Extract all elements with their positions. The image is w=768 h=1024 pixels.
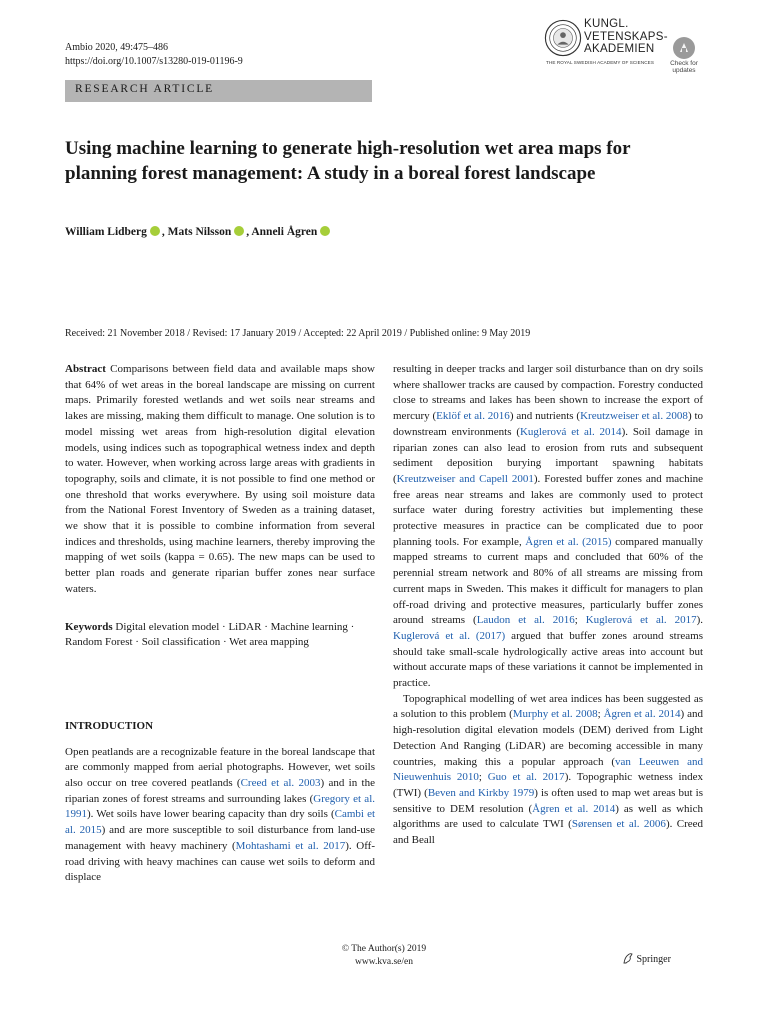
article-title: Using machine learning to generate high-resolution wet area maps for planning forest management: A study in a boreal forest landscape: [65, 138, 631, 184]
citation-link[interactable]: Gregory et al. 1991: [65, 792, 375, 821]
publisher-name: Springer: [636, 954, 671, 965]
intro-paragraph: Open peatlands are a recognizable feature in the boreal landscape that are commonly mapped from aerial photographs. However, wet soils also occur on tree covered peatlands (Creed et al. 2003) and in the riparian zones of forest streams and surrounding lakes (Gregory et al. 1991). Wet soils have lower bearing capacity than dry soils (Cambi et al. 2015) and are more susceptible to soil disturbance from land-use management with heavy machinery (Mohtashami et al. 2017). Off-road driving with heavy machines can cause wet soils to deform and displace: [65, 745, 376, 884]
citation-link[interactable]: Sørensen et al. 2006: [571, 818, 666, 831]
publication-dates: Received: 21 November 2018 / Revised: 17 January 2019 / Accepted: 22 April 2019 / Published online: 9 May 2019: [65, 328, 531, 339]
logo-wordmark: KUNGL. VETENSKAPS- AKADEMIEN: [584, 18, 668, 55]
keywords-label: Keywords: [65, 620, 113, 633]
article-type: RESEARCH ARTICLE: [75, 83, 214, 95]
body-paragraph: resulting in deeper tracks and larger soil disturbance than on dry soils where shallower tracks are caused by compaction. Forestry conducted close to streams and lakes has been shown to increase the export of mercury (Eklöf et al. 2016) and nutrients (Kreutzweiser et al. 2008) to downstream environments (Kuglerová et al. 2014). Soil damage in riparian zones can also lead to erosion from ruts and subsequent sediment deposition burying important spawning habitats (Kreutzweiser and Capell 2001). Forested buffer zones and machine free areas near streams and lakes are commonly used to protect surface water during forestry activities but implementing these protective measures in practice can be complicated due to poor planning tools. For example, Ågren et al. (2015) compared manually mapped streams to current maps and concluded that 60% of the perennial stream network and 80% of all streams are missing from current maps in Sweden. This makes it difficult for managers to plan off-road driving and protective measures, particularly buffer zones around streams (Laudon et al. 2016; Kuglerová et al. 2017). Kuglerová et al. (2017) argued that buffer zones around streams should take small-scale hydrologically active areas into account but without accurate maps of these variations it cannot be implemented in practice.: [393, 363, 704, 690]
body-paragraph: Topographical modelling of wet area indices has been suggested as a solution to this problem (Murphy et al. 2008; Ågren et al. 2014) and high-resolution digital elevation models (DEM) derived from Light Detection And Ranging (LiDAR) are becoming accessible in many countries, making this a popular approach (van Leeuwen and Nieuwenhuis 2010; Guo et al. 2017). Topographic wetness index (TWI) (Beven and Kirkby 1979) is often used to map wet areas but is sensitive to DEM resolution (Ågren et al. 2014) as well as which algorithms are used to calculate TWI (Sørensen et al. 2006). Creed and Beall: [393, 692, 703, 847]
citation-link[interactable]: Kuglerová et al. 2017: [585, 614, 697, 627]
abstract-text: Comparisons between field data and available maps show that 64% of wet areas in the boreal landscape are missing on current maps. Primarily forested wetlands and wet soils near streams and lakes are missing, making them difficult to manage. One solution is to model missing wet areas from high-resolution digital elevation models, using indices such as topographical wetness index and depth to water. However, when working across large areas with gradients in topography, soils and climate, it is not possible to find one method or one threshold that works everywhere. By using soil moisture data from the National Forest Inventory of Sweden as a training dataset, we show that it is possible to combine information from several indices and thresholds, using machine learners, thereby improving the mapping of wet soils (kappa = 0.65). The new maps can be used to better plan roads and generate riparian buffer zones near surface waters.: [65, 363, 375, 595]
keywords-text: Digital elevation model · LiDAR · Machine learning · Random Forest · Soil classification · Wet area mapping: [65, 620, 355, 649]
citation-link[interactable]: Guo et al. 2017: [487, 771, 565, 784]
article-type-banner: [65, 80, 372, 102]
right-column: [393, 362, 703, 849]
check-for-updates-button[interactable]: Check for updates: [665, 37, 703, 73]
citation-link[interactable]: Ågren et al. 2014: [532, 802, 616, 815]
academy-seal-icon: [544, 19, 582, 57]
author-name[interactable]: Mats Nilsson: [167, 226, 232, 238]
citation-link[interactable]: Ågren et al. 2014: [603, 708, 681, 721]
footer-url[interactable]: www.kva.se/en: [355, 957, 413, 967]
citation-link[interactable]: van Leeuwen and Nieuwenhuis 2010: [393, 755, 703, 784]
citation-link[interactable]: Laudon et al. 2016: [476, 614, 575, 627]
springer-horse-icon: [622, 952, 634, 964]
citation-link[interactable]: Creed et al. 2003: [240, 777, 321, 790]
check-updates-icon: [673, 37, 695, 59]
abstract: [65, 362, 375, 598]
copyright: © The Author(s) 2019: [341, 944, 427, 954]
citation-link[interactable]: Kreutzweiser and Capell 2001: [396, 472, 534, 485]
keywords: [65, 620, 375, 651]
citation-link[interactable]: Beven and Kirkby 1979: [427, 786, 535, 799]
doi-link[interactable]: https://doi.org/10.1007/s13280-019-01196-9: [65, 56, 243, 67]
citation-link[interactable]: Eklöf et al. 2016: [436, 410, 510, 423]
citation-link[interactable]: Kreutzweiser et al. 2008: [580, 410, 688, 423]
orcid-icon[interactable]: [150, 226, 160, 236]
section-heading: INTRODUCTION: [65, 719, 154, 732]
author-name[interactable]: Anneli Ågren: [251, 226, 318, 238]
logo-subtitle: THE ROYAL SWEDISH ACADEMY OF SCIENCES: [546, 60, 655, 65]
citation-link[interactable]: Mohtashami et al. 2017: [235, 839, 346, 852]
citation-link[interactable]: Cambi et al. 2015: [65, 808, 376, 837]
kva-logo: [544, 18, 668, 70]
left-column: [65, 362, 375, 886]
journal-issue: Ambio 2020, 49:475–486: [65, 42, 169, 53]
citation-link[interactable]: Kuglerová et al. (2017): [393, 629, 506, 642]
citation-link[interactable]: Ågren et al. (2015): [525, 535, 612, 548]
journal-info: [65, 41, 243, 69]
citation-link[interactable]: Murphy et al. 2008: [512, 708, 598, 721]
orcid-icon[interactable]: [234, 226, 244, 236]
author-name[interactable]: William Lidberg: [65, 226, 147, 238]
abstract-label: Abstract: [65, 363, 106, 375]
citation-link[interactable]: Kuglerová et al. 2014: [519, 425, 622, 438]
orcid-icon[interactable]: [320, 226, 330, 236]
springer-logo: [622, 952, 671, 965]
author-list: William Lidberg , Mats Nilsson , Anneli Ågren: [65, 226, 332, 238]
